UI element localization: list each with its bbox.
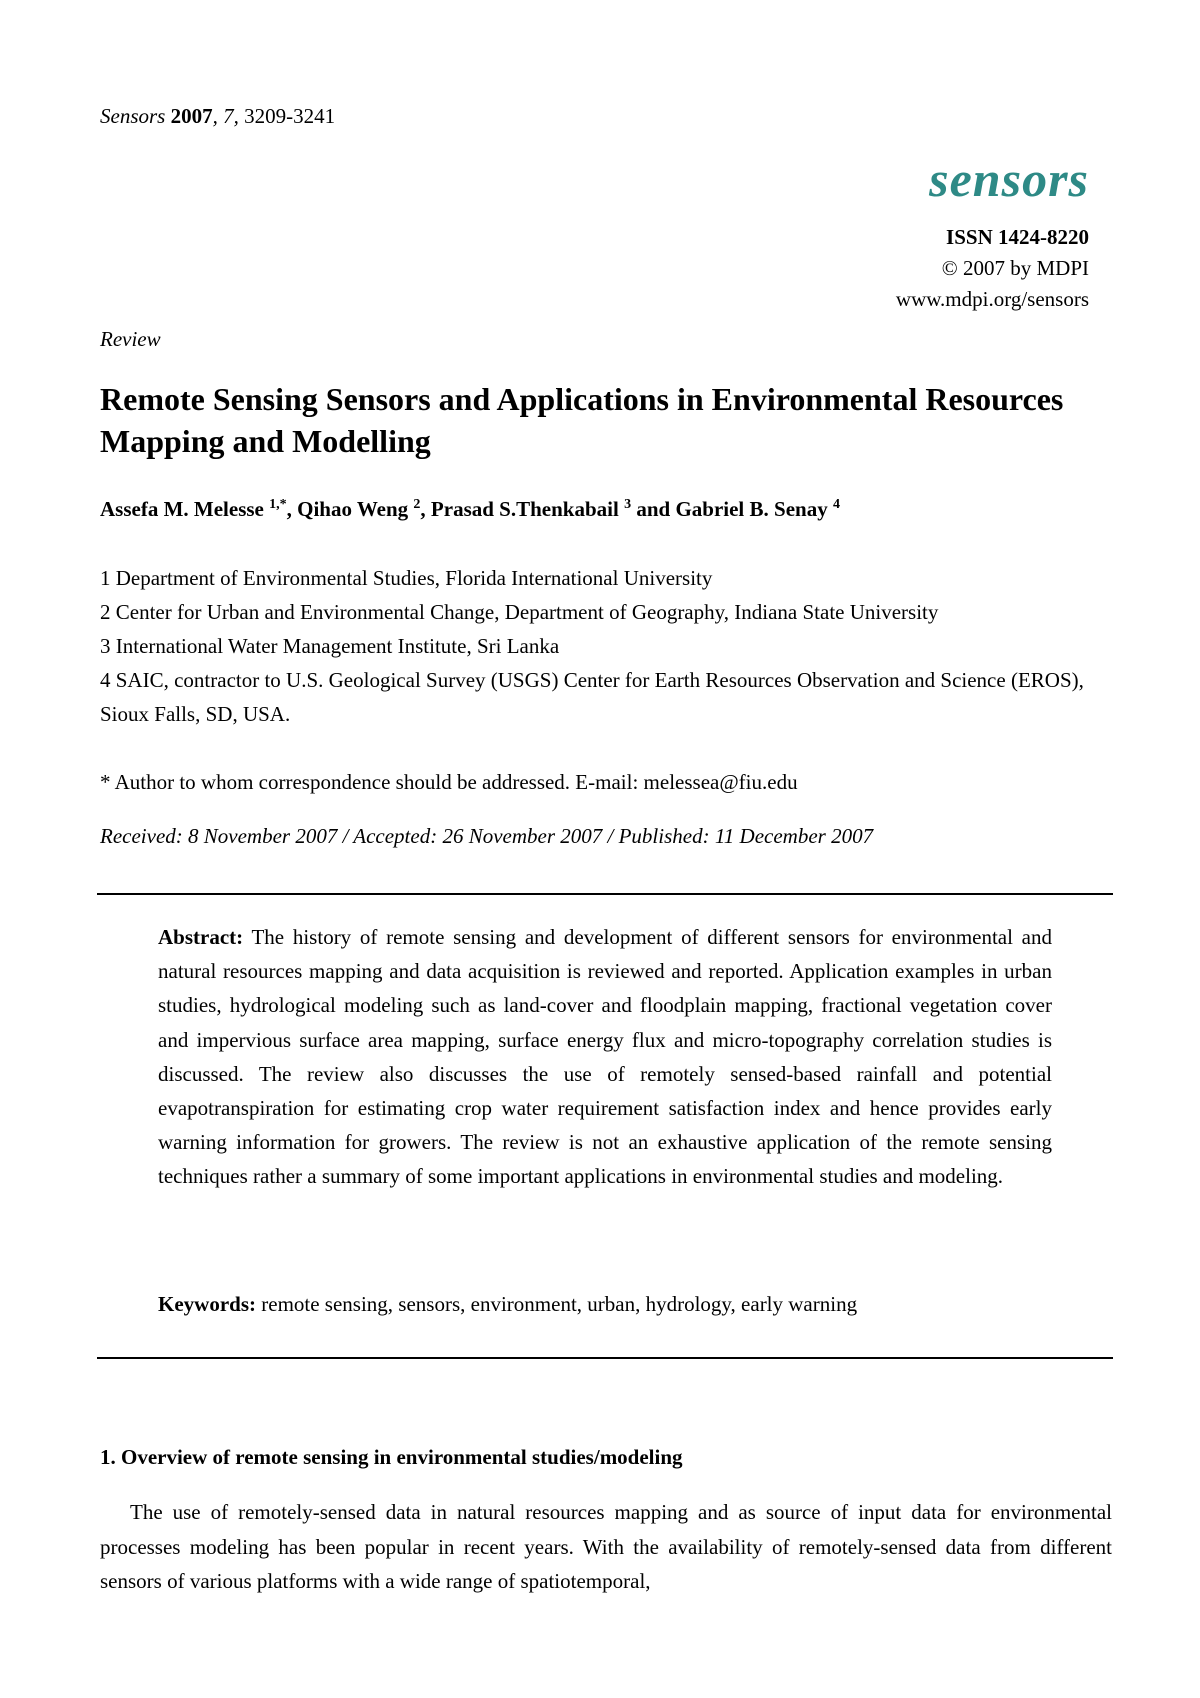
author-name: Qihao Weng [297,497,409,521]
author-affiliation-mark: 3 [624,497,632,512]
author-name: Gabriel B. Senay [675,497,828,521]
keywords-text: remote sensing, sensors, environment, urban, hydrology, early warning [261,1292,858,1316]
affiliation-item: 3 International Water Management Institute, Sri Lanka [100,634,560,658]
author-list [100,495,1110,523]
paper-title: Remote Sensing Sensors and Applications in Environmental Resources Mapping and Modelling [100,381,1064,459]
citation-journal: Sensors [100,104,166,128]
abstract [158,920,1052,1194]
affiliation-list [100,561,1110,731]
citation-pages: 3209-3241 [244,104,336,128]
article-type: Review [100,327,161,351]
issn: ISSN 1424-8220 [946,225,1089,249]
journal-citation: Sensors 2007, 7, 3209-3241 [100,104,336,128]
copyright: © 2007 by MDPI [941,256,1089,280]
author-affiliation-mark: 2 [413,497,421,512]
author-affiliation-mark: 1,* [269,497,287,512]
author-name: Assefa M. Melesse [100,497,264,521]
abstract-top-rule [97,893,1113,895]
affiliation-item: 2 Center for Urban and Environmental Change, Department of Geography, Indiana State University [100,600,939,624]
correspondence-note: * Author to whom correspondence should be addressed. E-mail: melessea@fiu.edu [100,770,798,794]
abstract-label: Abstract: [158,925,244,949]
publication-dates: Received: 8 November 2007 / Accepted: 26 November 2007 / Published: 11 December 2007 [100,824,874,848]
affiliation-item: 4 SAIC, contractor to U.S. Geological Survey (USGS) Center for Earth Resources Observation and Science (EROS), Sioux Falls, SD, USA. [100,668,1084,726]
section-body-text: The use of remotely-sensed data in natural resources mapping and as source of input data for environmental processes modeling has been popular in recent years. With the availability of remotely-sensed data from different sensors of various platforms with a wide range of spatiotemporal, [100,1500,1112,1593]
abstract-bottom-rule [97,1357,1113,1359]
citation-volume: 7 [223,104,234,128]
abstract-text: The history of remote sensing and development of different sensors for environmental and natural resources mapping and data acquisition is reviewed and reported. Application examples in urban studies, hydrological modeling such as land-cover and floodplain mapping, fractional vegetation cover and impervious surface area mapping, surface energy flux and micro-topography correlation studies is discussed. The review also discusses the use of remotely sensed-based rainfall and potential evapotranspiration for estimating crop water requirement satisfaction index and hence provides early warning information for growers. The review is not an exhaustive application of the remote sensing techniques rather a summary of some important applications in environmental studies and modeling. [158,925,1052,1189]
author-separator: and [631,497,676,521]
author-affiliation-mark: 4 [832,497,840,512]
citation-year: 2007 [170,104,213,128]
journal-masthead [896,150,1089,315]
keywords [158,1290,1052,1318]
author-separator: , [420,497,431,521]
author-separator: , [286,497,298,521]
section-heading: 1. Overview of remote sensing in environmental studies/modeling [100,1445,683,1469]
author-name: Prasad S.Thenkabail [430,497,619,521]
keywords-label: Keywords: [158,1292,256,1316]
journal-website: www.mdpi.org/sensors [895,287,1089,311]
affiliation-item: 1 Department of Environmental Studies, Florida International University [100,566,713,590]
journal-logo: sensors [929,151,1089,207]
